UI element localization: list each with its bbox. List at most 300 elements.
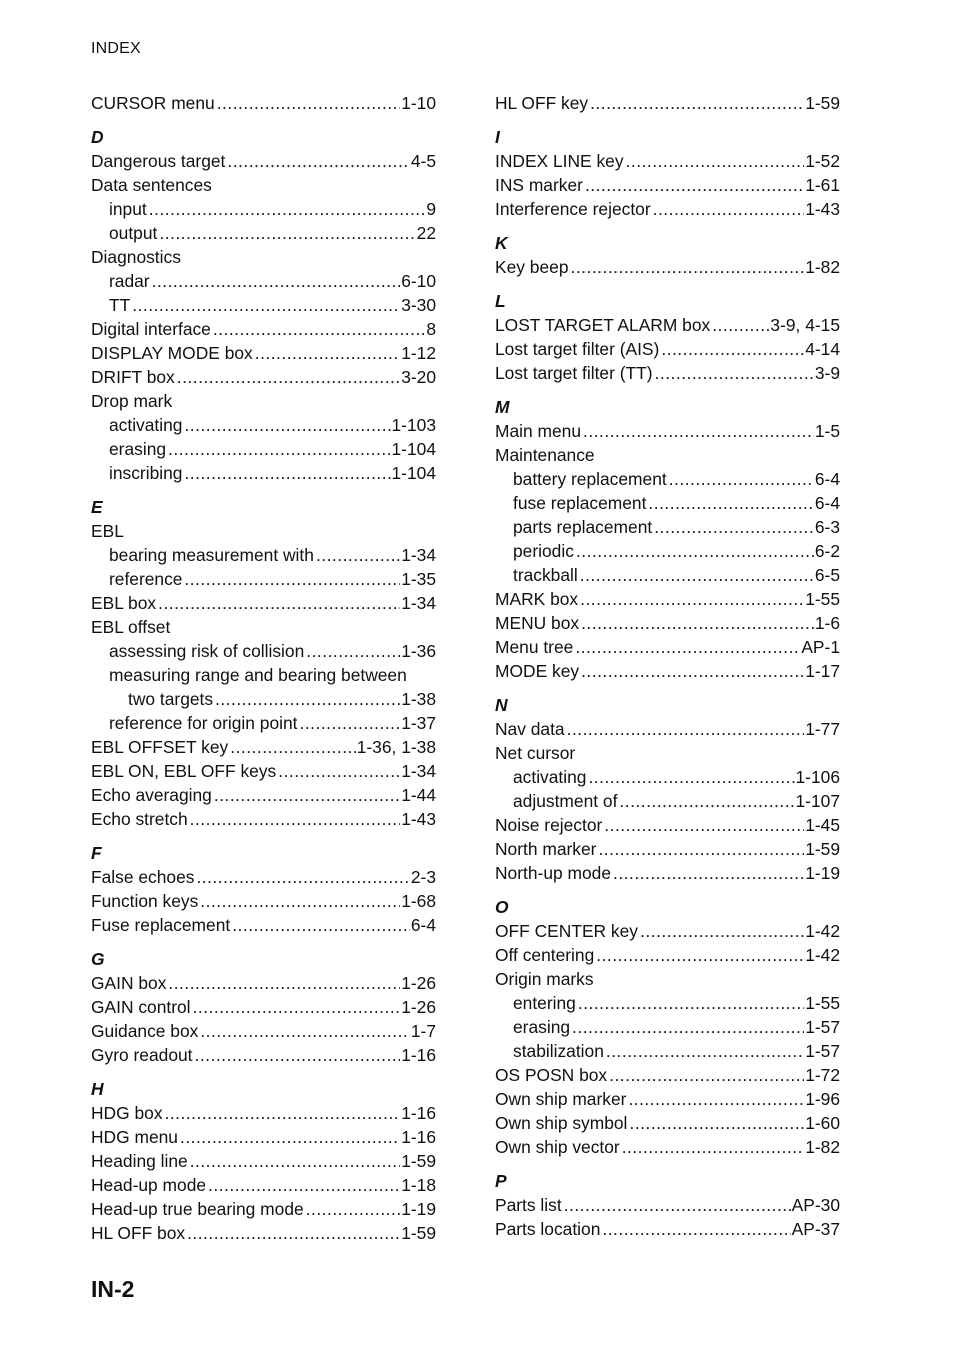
entry-term: Interference rejector xyxy=(495,199,651,219)
dot-leader xyxy=(306,1197,401,1221)
dot-leader xyxy=(214,783,400,807)
entry-term: parts replacement xyxy=(513,517,653,537)
section-letter: G xyxy=(91,949,105,969)
entry-page-ref: 3-20 xyxy=(401,367,436,387)
entry-page-ref: 1-104 xyxy=(391,463,436,483)
dot-leader xyxy=(255,341,400,365)
entry-term: output xyxy=(109,223,158,243)
entry-term: battery replacement xyxy=(513,469,667,489)
entry-page-ref: 1-26 xyxy=(401,997,436,1017)
entry-page-ref: 1-18 xyxy=(401,1175,436,1195)
index-entry xyxy=(91,389,436,413)
dot-leader xyxy=(585,173,804,197)
index-entry xyxy=(495,741,840,765)
dot-leader xyxy=(567,717,805,741)
entry-page-ref: 1-103 xyxy=(391,415,436,435)
entry-term: Menu tree xyxy=(495,637,574,657)
entry-term: CURSOR menu xyxy=(91,93,215,113)
dot-leader xyxy=(232,913,410,937)
entry-page-ref: 1-36 xyxy=(401,641,436,661)
index-subentry xyxy=(91,461,436,485)
entry-term: assessing risk of collision xyxy=(109,641,305,661)
index-subentry xyxy=(495,563,840,587)
entry-page-ref: 3-9 xyxy=(814,363,840,383)
dot-leader xyxy=(165,1101,401,1125)
entry-page-ref: 1-42 xyxy=(805,921,840,941)
entry-term: DISPLAY MODE box xyxy=(91,343,253,363)
entry-term: HL OFF box xyxy=(91,1223,186,1243)
entry-page-ref: 2-3 xyxy=(410,867,436,887)
index-subentry xyxy=(495,991,840,1015)
dot-leader xyxy=(581,611,814,635)
dot-leader xyxy=(583,419,814,443)
entry-term: Lost target filter (AIS) xyxy=(495,339,660,359)
index-entry xyxy=(495,1087,840,1111)
dot-leader xyxy=(184,413,390,437)
entry-page-ref: 1-38 xyxy=(401,689,436,709)
index-entry xyxy=(91,1125,436,1149)
index-entry xyxy=(495,443,840,467)
index-entry xyxy=(91,91,436,115)
index-entry xyxy=(91,317,436,341)
dot-leader xyxy=(604,813,804,837)
entry-page-ref: 1-82 xyxy=(805,257,840,277)
dot-leader xyxy=(184,567,400,591)
index-entry xyxy=(495,813,840,837)
index-entry xyxy=(495,967,840,991)
index-subentry xyxy=(91,197,436,221)
entry-term: HDG box xyxy=(91,1103,163,1123)
section-letter: K xyxy=(495,233,508,253)
entry-page-ref: 1-59 xyxy=(805,93,840,113)
dot-leader xyxy=(653,197,805,221)
entry-term: Fuse replacement xyxy=(91,915,231,935)
index-subentry xyxy=(91,269,436,293)
index-entry xyxy=(91,149,436,173)
entry-term: Lost target filter (TT) xyxy=(495,363,653,383)
entry-page-ref: 1-34 xyxy=(401,593,436,613)
dot-leader xyxy=(602,1217,790,1241)
entry-term: bearing measurement with xyxy=(109,545,314,565)
entry-term: EBL offset xyxy=(91,617,171,637)
dot-leader xyxy=(571,255,805,279)
entry-term: Own ship marker xyxy=(495,1089,627,1109)
index-subentry xyxy=(91,639,436,663)
dot-leader xyxy=(215,687,400,711)
index-column-right xyxy=(495,91,840,1241)
entry-term: Origin marks xyxy=(495,969,594,989)
index-entry xyxy=(495,173,840,197)
dot-leader xyxy=(613,861,804,885)
index-subentry xyxy=(91,567,436,591)
dot-leader xyxy=(712,313,769,337)
dot-leader xyxy=(640,919,804,943)
index-subentry xyxy=(91,293,436,317)
entry-term: EBL xyxy=(91,521,124,541)
dot-leader xyxy=(149,197,426,221)
dot-leader xyxy=(316,543,400,567)
entry-term: MARK box xyxy=(495,589,579,609)
entry-term: reference for origin point xyxy=(109,713,298,733)
entry-page-ref: 1-57 xyxy=(805,1017,840,1037)
index-entry xyxy=(495,255,840,279)
entry-term: Parts location xyxy=(495,1219,601,1239)
entry-term: HL OFF key xyxy=(495,93,589,113)
entry-term: False echoes xyxy=(91,867,195,887)
entry-term: Data sentences xyxy=(91,175,212,195)
entry-page-ref: 1-43 xyxy=(805,199,840,219)
index-entry xyxy=(495,361,840,385)
entry-term: erasing xyxy=(513,1017,571,1037)
dot-leader xyxy=(195,1043,401,1067)
dot-leader xyxy=(230,735,355,759)
entry-page-ref: 1-96 xyxy=(805,1089,840,1109)
entry-term: North-up mode xyxy=(495,863,611,883)
dot-leader xyxy=(213,317,425,341)
entry-term: EBL ON, EBL OFF keys xyxy=(91,761,277,781)
entry-page-ref: 1-106 xyxy=(795,767,840,787)
dot-leader xyxy=(190,807,401,831)
index-entry xyxy=(495,659,840,683)
index-subentry xyxy=(495,1015,840,1039)
dot-leader xyxy=(159,221,415,245)
entry-term: Noise rejector xyxy=(495,815,603,835)
entry-page-ref: 1-19 xyxy=(401,1199,436,1219)
entry-page-ref: 1-82 xyxy=(805,1137,840,1157)
entry-term: GAIN box xyxy=(91,973,167,993)
dot-leader xyxy=(177,365,400,389)
dot-leader xyxy=(184,461,390,485)
entry-page-ref: 8 xyxy=(426,319,436,339)
entry-term: INS marker xyxy=(495,175,583,195)
entry-page-ref: 1-77 xyxy=(805,719,840,739)
entry-page-ref: 6-4 xyxy=(814,493,840,513)
index-entry xyxy=(495,419,840,443)
entry-term: HDG menu xyxy=(91,1127,178,1147)
index-entry xyxy=(91,1101,436,1125)
entry-term: Head-up mode xyxy=(91,1175,207,1195)
entry-page-ref: 6-4 xyxy=(410,915,436,935)
dot-leader xyxy=(626,149,805,173)
section-letter: H xyxy=(91,1079,104,1099)
entry-page-ref: 1-36, 1-38 xyxy=(356,737,436,757)
index-subentry xyxy=(91,543,436,567)
index-entry xyxy=(495,91,840,115)
dot-leader xyxy=(278,759,400,783)
dot-leader xyxy=(578,991,804,1015)
dot-leader xyxy=(628,1087,804,1111)
dot-leader xyxy=(606,1039,804,1063)
entry-page-ref: 1-16 xyxy=(401,1103,436,1123)
entry-page-ref: 1-43 xyxy=(401,809,436,829)
dot-leader xyxy=(598,837,804,861)
index-entry xyxy=(91,365,436,389)
entry-page-ref: 1-26 xyxy=(401,973,436,993)
entry-page-ref: 1-45 xyxy=(805,815,840,835)
index-entry xyxy=(91,735,436,759)
dot-leader xyxy=(300,711,401,735)
index-entry xyxy=(495,1111,840,1135)
entry-term: activating xyxy=(513,767,587,787)
entry-term: Diagnostics xyxy=(91,247,181,267)
entry-page-ref: 1-19 xyxy=(805,863,840,883)
index-subentry xyxy=(495,491,840,515)
dot-leader xyxy=(669,467,814,491)
dot-leader xyxy=(306,639,400,663)
entry-term: Drop mark xyxy=(91,391,173,411)
entry-term: Main menu xyxy=(495,421,582,441)
index-entry xyxy=(91,1043,436,1067)
entry-term: adjustment of xyxy=(513,791,618,811)
entry-term: MENU box xyxy=(495,613,580,633)
index-entry xyxy=(91,341,436,365)
dot-leader xyxy=(596,943,804,967)
dot-leader xyxy=(132,293,400,317)
index-subentry xyxy=(91,663,436,687)
entry-page-ref: 1-107 xyxy=(795,791,840,811)
running-header: INDEX xyxy=(91,40,141,57)
dot-leader xyxy=(196,865,409,889)
index-entry xyxy=(495,861,840,885)
index-entry xyxy=(495,611,840,635)
dot-leader xyxy=(200,1019,410,1043)
index-entry xyxy=(91,759,436,783)
entry-term: EBL box xyxy=(91,593,157,613)
entry-page-ref: 6-2 xyxy=(814,541,840,561)
index-entry xyxy=(495,313,840,337)
entry-page-ref: 1-59 xyxy=(401,1151,436,1171)
entry-page-ref: 9 xyxy=(426,199,436,219)
index-subentry xyxy=(495,515,840,539)
index-entry xyxy=(495,1217,840,1241)
index-entry xyxy=(91,519,436,543)
entry-page-ref: 6-10 xyxy=(401,271,436,291)
entry-term: fuse replacement xyxy=(513,493,647,513)
dot-leader xyxy=(564,1193,791,1217)
index-subentry xyxy=(495,467,840,491)
section-letter: P xyxy=(495,1171,507,1191)
entry-term: Key beep xyxy=(495,257,569,277)
entry-term: Heading line xyxy=(91,1151,188,1171)
entry-term: TT xyxy=(109,295,131,315)
entry-term: Digital interface xyxy=(91,319,211,339)
index-entry xyxy=(91,807,436,831)
section-letter: M xyxy=(495,397,510,417)
dot-leader xyxy=(158,591,400,615)
entry-page-ref: 1-72 xyxy=(805,1065,840,1085)
entry-term: trackball xyxy=(513,565,578,585)
entry-term: OS POSN box xyxy=(495,1065,608,1085)
entry-term: Net cursor xyxy=(495,743,576,763)
entry-term: North marker xyxy=(495,839,597,859)
entry-term: activating xyxy=(109,415,183,435)
entry-term: GAIN control xyxy=(91,997,191,1017)
index-entry xyxy=(91,173,436,197)
entry-page-ref: 6-3 xyxy=(814,517,840,537)
entry-term: Echo averaging xyxy=(91,785,212,805)
index-column-left xyxy=(91,91,436,1245)
entry-page-ref: 4-14 xyxy=(805,339,840,359)
entry-page-ref: 1-55 xyxy=(805,589,840,609)
entry-term: Own ship vector xyxy=(495,1137,620,1157)
index-subentry xyxy=(91,413,436,437)
index-entry xyxy=(495,717,840,741)
entry-term: Gyro readout xyxy=(91,1045,193,1065)
section-letter: I xyxy=(495,127,500,147)
dot-leader xyxy=(648,491,813,515)
dot-leader xyxy=(168,971,400,995)
entry-page-ref: 1-35 xyxy=(401,569,436,589)
entry-page-ref: AP-1 xyxy=(801,637,840,657)
entry-page-ref: 1-59 xyxy=(401,1223,436,1243)
dot-leader xyxy=(180,1125,400,1149)
index-subentry xyxy=(91,687,436,711)
index-entry xyxy=(495,587,840,611)
entry-term: MODE key xyxy=(495,661,580,681)
index-entry xyxy=(91,1149,436,1173)
index-entry xyxy=(91,1019,436,1043)
entry-page-ref: 1-34 xyxy=(401,761,436,781)
entry-page-ref: 1-10 xyxy=(401,93,436,113)
entry-page-ref: 1-5 xyxy=(814,421,840,441)
index-entry xyxy=(495,837,840,861)
entry-term: DRIFT box xyxy=(91,367,175,387)
dot-leader xyxy=(654,515,814,539)
entry-term: inscribing xyxy=(109,463,183,483)
entry-term: Dangerous target xyxy=(91,151,226,171)
index-entry xyxy=(91,1197,436,1221)
entry-page-ref: 1-61 xyxy=(805,175,840,195)
section-letter: O xyxy=(495,897,509,917)
entry-page-ref: 1-104 xyxy=(391,439,436,459)
dot-leader xyxy=(200,889,400,913)
dot-leader xyxy=(655,361,814,385)
entry-term: stabilization xyxy=(513,1041,604,1061)
section-letter: F xyxy=(91,843,102,863)
entry-term: INDEX LINE key xyxy=(495,151,624,171)
entry-term: erasing xyxy=(109,439,167,459)
section-letter: L xyxy=(495,291,506,311)
entry-page-ref: 1-34 xyxy=(401,545,436,565)
entry-page-ref: 6-5 xyxy=(814,565,840,585)
index-entry xyxy=(495,149,840,173)
index-entry xyxy=(495,1063,840,1087)
dot-leader xyxy=(193,995,401,1019)
dot-leader xyxy=(622,1135,805,1159)
entry-term: measuring range and bearing between xyxy=(109,665,407,685)
entry-page-ref: 1-12 xyxy=(401,343,436,363)
entry-page-ref: 1-16 xyxy=(401,1127,436,1147)
page-number: IN-2 xyxy=(91,1276,135,1302)
dot-leader xyxy=(572,1015,804,1039)
entry-term: entering xyxy=(513,993,576,1013)
section-letter: D xyxy=(91,127,104,147)
dot-leader xyxy=(576,539,814,563)
index-subentry xyxy=(495,789,840,813)
entry-term: Nav data xyxy=(495,719,565,739)
entry-page-ref: 1-7 xyxy=(410,1021,436,1041)
dot-leader xyxy=(661,337,804,361)
entry-page-ref: 1-60 xyxy=(805,1113,840,1133)
entry-term: Function keys xyxy=(91,891,199,911)
index-subentry xyxy=(91,221,436,245)
index-entry xyxy=(91,913,436,937)
index-entry xyxy=(91,783,436,807)
index-entry xyxy=(495,1193,840,1217)
entry-page-ref: 1-42 xyxy=(805,945,840,965)
entry-term: reference xyxy=(109,569,183,589)
entry-term: Echo stretch xyxy=(91,809,188,829)
dot-leader xyxy=(619,789,794,813)
entry-page-ref: 6-4 xyxy=(814,469,840,489)
entry-page-ref: 1-68 xyxy=(401,891,436,911)
dot-leader xyxy=(580,587,804,611)
entry-term: Guidance box xyxy=(91,1021,199,1041)
entry-page-ref: 22 xyxy=(416,223,436,243)
entry-term: input xyxy=(109,199,147,219)
entry-term: Off centering xyxy=(495,945,595,965)
entry-term: radar xyxy=(109,271,150,291)
index-entry xyxy=(91,865,436,889)
index-entry xyxy=(495,943,840,967)
index-entry xyxy=(91,245,436,269)
entry-term: two targets xyxy=(128,689,214,709)
dot-leader xyxy=(187,1221,400,1245)
index-entry xyxy=(91,889,436,913)
section-letter: E xyxy=(91,497,103,517)
entry-page-ref: 1-57 xyxy=(805,1041,840,1061)
entry-term: OFF CENTER key xyxy=(495,921,638,941)
index-subentry xyxy=(91,711,436,735)
dot-leader xyxy=(580,563,814,587)
dot-leader xyxy=(629,1111,804,1135)
entry-term: Head-up true bearing mode xyxy=(91,1199,304,1219)
entry-page-ref: 1-55 xyxy=(805,993,840,1013)
index-entry xyxy=(91,591,436,615)
index-entry xyxy=(495,1135,840,1159)
entry-page-ref: AP-37 xyxy=(791,1219,840,1239)
index-subentry xyxy=(495,1039,840,1063)
entry-page-ref: 1-17 xyxy=(805,661,840,681)
index-subentry xyxy=(495,539,840,563)
entry-term: Own ship symbol xyxy=(495,1113,628,1133)
dot-leader xyxy=(590,91,804,115)
index-entry xyxy=(91,615,436,639)
entry-page-ref: 1-44 xyxy=(401,785,436,805)
index-entry xyxy=(495,919,840,943)
dot-leader xyxy=(152,269,401,293)
entry-page-ref: AP-30 xyxy=(791,1195,840,1215)
entry-term: periodic xyxy=(513,541,574,561)
entry-page-ref: 3-9, 4-15 xyxy=(770,315,840,335)
index-entry xyxy=(91,1221,436,1245)
dot-leader xyxy=(588,765,794,789)
entry-term: Parts list xyxy=(495,1195,562,1215)
index-entry xyxy=(495,337,840,361)
index-subentry xyxy=(495,765,840,789)
dot-leader xyxy=(575,635,800,659)
dot-leader xyxy=(217,91,400,115)
entry-page-ref: 1-59 xyxy=(805,839,840,859)
entry-term: LOST TARGET ALARM box xyxy=(495,315,711,335)
index-entry xyxy=(91,995,436,1019)
index-subentry xyxy=(91,437,436,461)
entry-page-ref: 1-37 xyxy=(401,713,436,733)
entry-term: Maintenance xyxy=(495,445,595,465)
dot-leader xyxy=(227,149,409,173)
index-entry xyxy=(495,635,840,659)
entry-page-ref: 1-6 xyxy=(814,613,840,633)
